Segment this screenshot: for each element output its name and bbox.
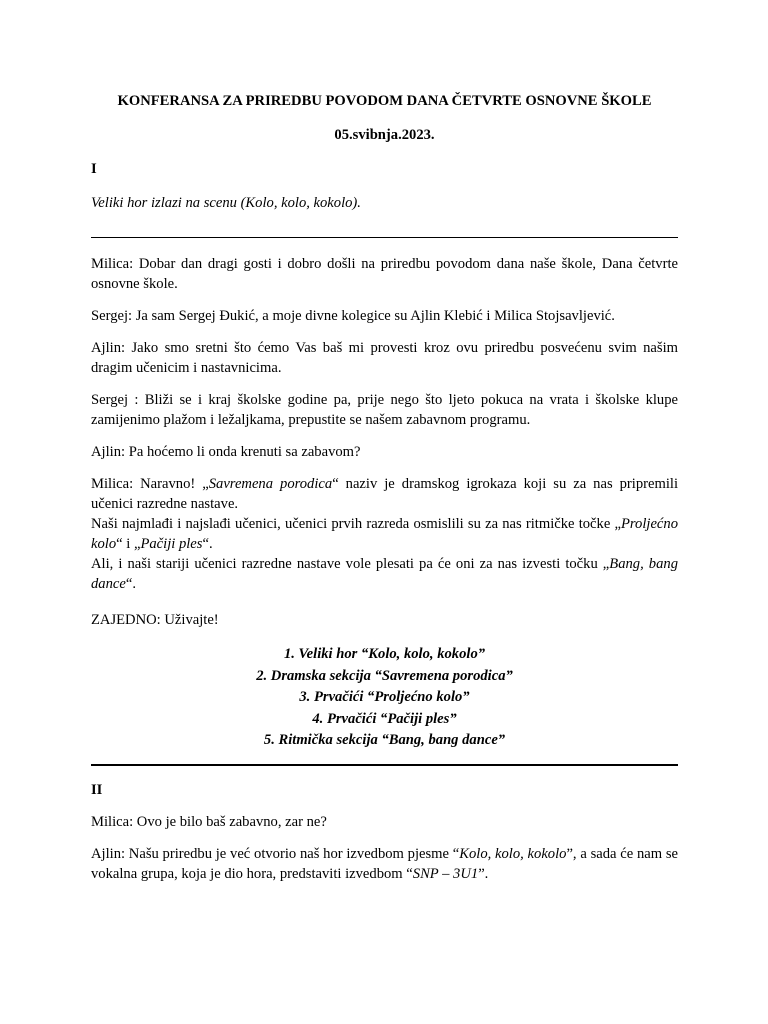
text-run: “. (202, 536, 213, 552)
section-label-2: II (91, 781, 103, 798)
paragraph-milica-welcome: Milica: Dobar dan dragi gosti i dobro došli na priredbu povodom dana naše škole, Dana četvrte osnovne škole. (91, 256, 678, 292)
text-run: “. (125, 576, 136, 592)
text-run: Milica: Naravno! „ (91, 476, 209, 492)
paragraph-sergej-end-of-year: Sergej : Bliži se i kraj školske godine pa, prije nego što ljeto pokuca na vrata i školske klupe zamijenimo plažom i ležaljkama, prepustite se našem zabavnom programu. (91, 392, 678, 428)
text-run: “ i „ (116, 536, 141, 552)
program-item: 2. Dramska sekcija “Savremena porodica” (256, 667, 513, 684)
document-date: 05.svibnja.2023. (334, 127, 435, 143)
paragraph-milica-announce (91, 474, 678, 514)
song-title: Kolo, kolo, kokolo (459, 845, 567, 862)
together-line: ZAJEDNO: Uživajte! (91, 612, 219, 628)
text-run: “ naziv je dramskog igrokaza koji su za nas pripremili učenici razredne nastave. (91, 476, 678, 512)
program-item: 4. Prvačići “Pačiji ples” (312, 710, 457, 727)
section-label-1: I (91, 161, 97, 177)
program-item: 5. Ritmička sekcija “Bang, bang dance” (263, 732, 506, 748)
section-divider (91, 764, 678, 766)
song-title: SNP – 3U1 (412, 865, 479, 882)
program-list (91, 644, 678, 752)
text-run: Naši najmlađi i najslađi učenici, učenici prvih razreda osmislili su za nas ritmičke točke „ (91, 516, 621, 532)
paragraph-sergej-intro: Sergej: Ja sam Sergej Đukić, a moje divne kolegice su Ajlin Klebić i Milica Stojsavljević. (91, 308, 615, 324)
stage-direction: Veliki hor izlazi na scenu (Kolo, kolo, kokolo). (91, 195, 361, 211)
dance-title: Proljećno kolo (91, 516, 678, 552)
document-content (91, 91, 678, 884)
text-run: Ajlin: Našu priredbu je već otvorio naš hor izvedbom pjesme “ (91, 845, 460, 862)
paragraph-ajlin-question: Ajlin: Pa hoćemo li onda krenuti sa zabavom? (91, 444, 361, 460)
document-title: KONFERANSA ZA PRIREDBU POVODOM DANA ČETVRTE OSNOVNE ŠKOLE (117, 93, 652, 109)
dance-title: Bang, bang dance (91, 556, 678, 592)
text-run: Ali, i naši stariji učenici razredne nastave vole plesati pa će oni za nas izvesti točku „ (91, 556, 610, 572)
text-run: ”. (478, 865, 489, 882)
dance-title: Pačiji ples (140, 536, 203, 552)
paragraph-older-students (91, 554, 678, 594)
paragraph-ajlin-happy: Ajlin: Jako smo sretni što ćemo Vas baš mi provesti kroz ovu priredbu posvećenu svim našim dragim učenicim i nastavnicima. (91, 340, 678, 376)
paragraph-ajlin-choir (91, 844, 678, 884)
program-item: 3. Prvačići “Proljećno kolo” (299, 689, 470, 705)
paragraph-first-graders (91, 514, 678, 554)
play-title: Savremena porodica (208, 476, 333, 492)
paragraph-milica-fun: Milica: Ovo je bilo baš zabavno, zar ne? (91, 813, 327, 830)
text-run: ”, a sada će nam se vokalna grupa, koja je dio hora, predstaviti izvedbom “ (91, 845, 678, 882)
divider-line (91, 237, 678, 238)
program-item: 1. Veliki hor “Kolo, kolo, kokolo” (283, 646, 486, 662)
